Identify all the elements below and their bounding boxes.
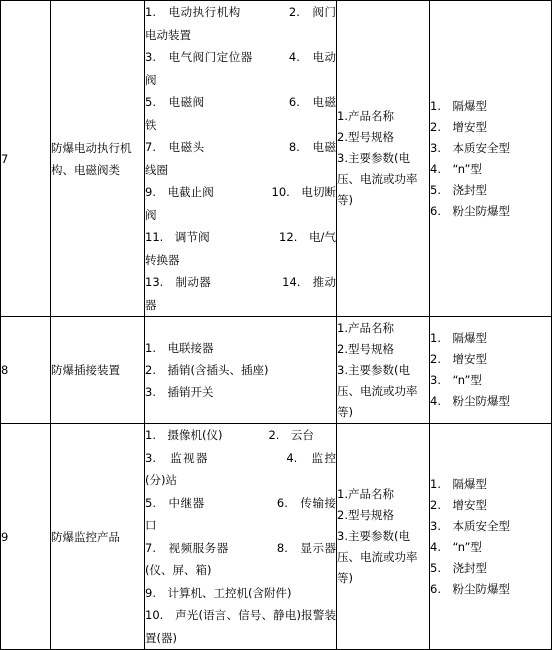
product-list	[145, 1, 337, 317]
category-name: 防爆监控产品	[51, 424, 145, 650]
type-item: 4. 粉尘防爆型	[430, 394, 510, 408]
type-item: 4. “n”型	[430, 539, 482, 554]
required-info	[337, 424, 430, 650]
type-item: 6. 粉尘防爆型	[430, 581, 510, 596]
protection-types	[430, 1, 552, 317]
spec-item: 1.产品名称	[337, 109, 394, 123]
list-item: 7. 电磁头 8. 电磁线圈	[145, 140, 336, 177]
list-item: 7. 视频服务器 8. 显示器(仪、屏、箱)	[145, 540, 336, 577]
row-number: 8	[1, 317, 51, 424]
spec-item: 2.型号规格	[337, 508, 394, 522]
table-row	[1, 317, 552, 424]
list-item: 2. 插销(含插头、插座)	[145, 363, 269, 377]
list-item: 9. 计算机、工控机(含附件)	[145, 585, 292, 600]
required-info	[337, 1, 430, 317]
type-item: 3. 本质安全型	[430, 518, 510, 533]
product-list	[145, 317, 337, 424]
spec-item: 2.型号规格	[337, 130, 394, 144]
table-row	[1, 424, 552, 650]
type-item: 2. 增安型	[430, 352, 487, 366]
type-item: 3. 本质安全型	[430, 140, 510, 155]
row-number: 9	[1, 424, 51, 650]
spec-item: 3.主要参数(电压、电流或功率等)	[337, 362, 418, 419]
list-item: 3. 电气阀门定位器 4. 电动阀	[145, 50, 336, 87]
type-item: 1. 隔爆型	[430, 331, 487, 345]
table-row	[1, 1, 552, 317]
category-name: 防爆插接装置	[51, 317, 145, 424]
required-info	[337, 317, 430, 424]
list-item: 3. 监视器 4. 监控(分)站	[145, 450, 336, 487]
list-item: 10. 声光(语言、信号、静电)报警装置(器)	[145, 608, 336, 645]
protection-types	[430, 317, 552, 424]
type-item: 3. “n”型	[430, 373, 482, 387]
type-item: 5. 浇封型	[430, 182, 487, 197]
type-item: 1. 隔爆型	[430, 98, 487, 113]
list-item: 3. 插销开关	[145, 385, 214, 399]
list-item: 5. 中继器 6. 传输接口	[145, 495, 336, 532]
list-item: 1. 摄像机(仪) 2. 云台	[145, 428, 314, 442]
spec-item: 1.产品名称	[337, 320, 394, 335]
row-number: 7	[1, 1, 51, 317]
list-item: 9. 电截止阀 10. 电切断阀	[145, 185, 336, 222]
category-name: 防爆电动执行机构、电磁阀类	[51, 1, 145, 317]
list-item: 1. 电联接器	[145, 341, 214, 355]
spec-item: 3.主要参数(电压、电流或功率等)	[337, 151, 418, 207]
type-item: 6. 粉尘防爆型	[430, 203, 510, 218]
list-item: 13. 制动器 14. 推动器	[145, 275, 336, 312]
product-list	[145, 424, 337, 650]
list-item: 1. 电动执行机构 2. 阀门电动装置	[145, 5, 336, 42]
protection-types	[430, 424, 552, 650]
list-item: 11. 调节阀 12. 电/气转换器	[145, 230, 336, 267]
list-item: 5. 电磁阀 6. 电磁铁	[145, 95, 336, 132]
spec-item: 3.主要参数(电压、电流或功率等)	[337, 529, 418, 585]
type-item: 4. “n”型	[430, 161, 482, 176]
type-item: 5. 浇封型	[430, 560, 487, 575]
type-item: 2. 增安型	[430, 119, 487, 134]
type-item: 2. 增安型	[430, 497, 487, 512]
spec-item: 2.型号规格	[337, 341, 394, 356]
spec-item: 1.产品名称	[337, 487, 394, 501]
type-item: 1. 隔爆型	[430, 476, 487, 491]
